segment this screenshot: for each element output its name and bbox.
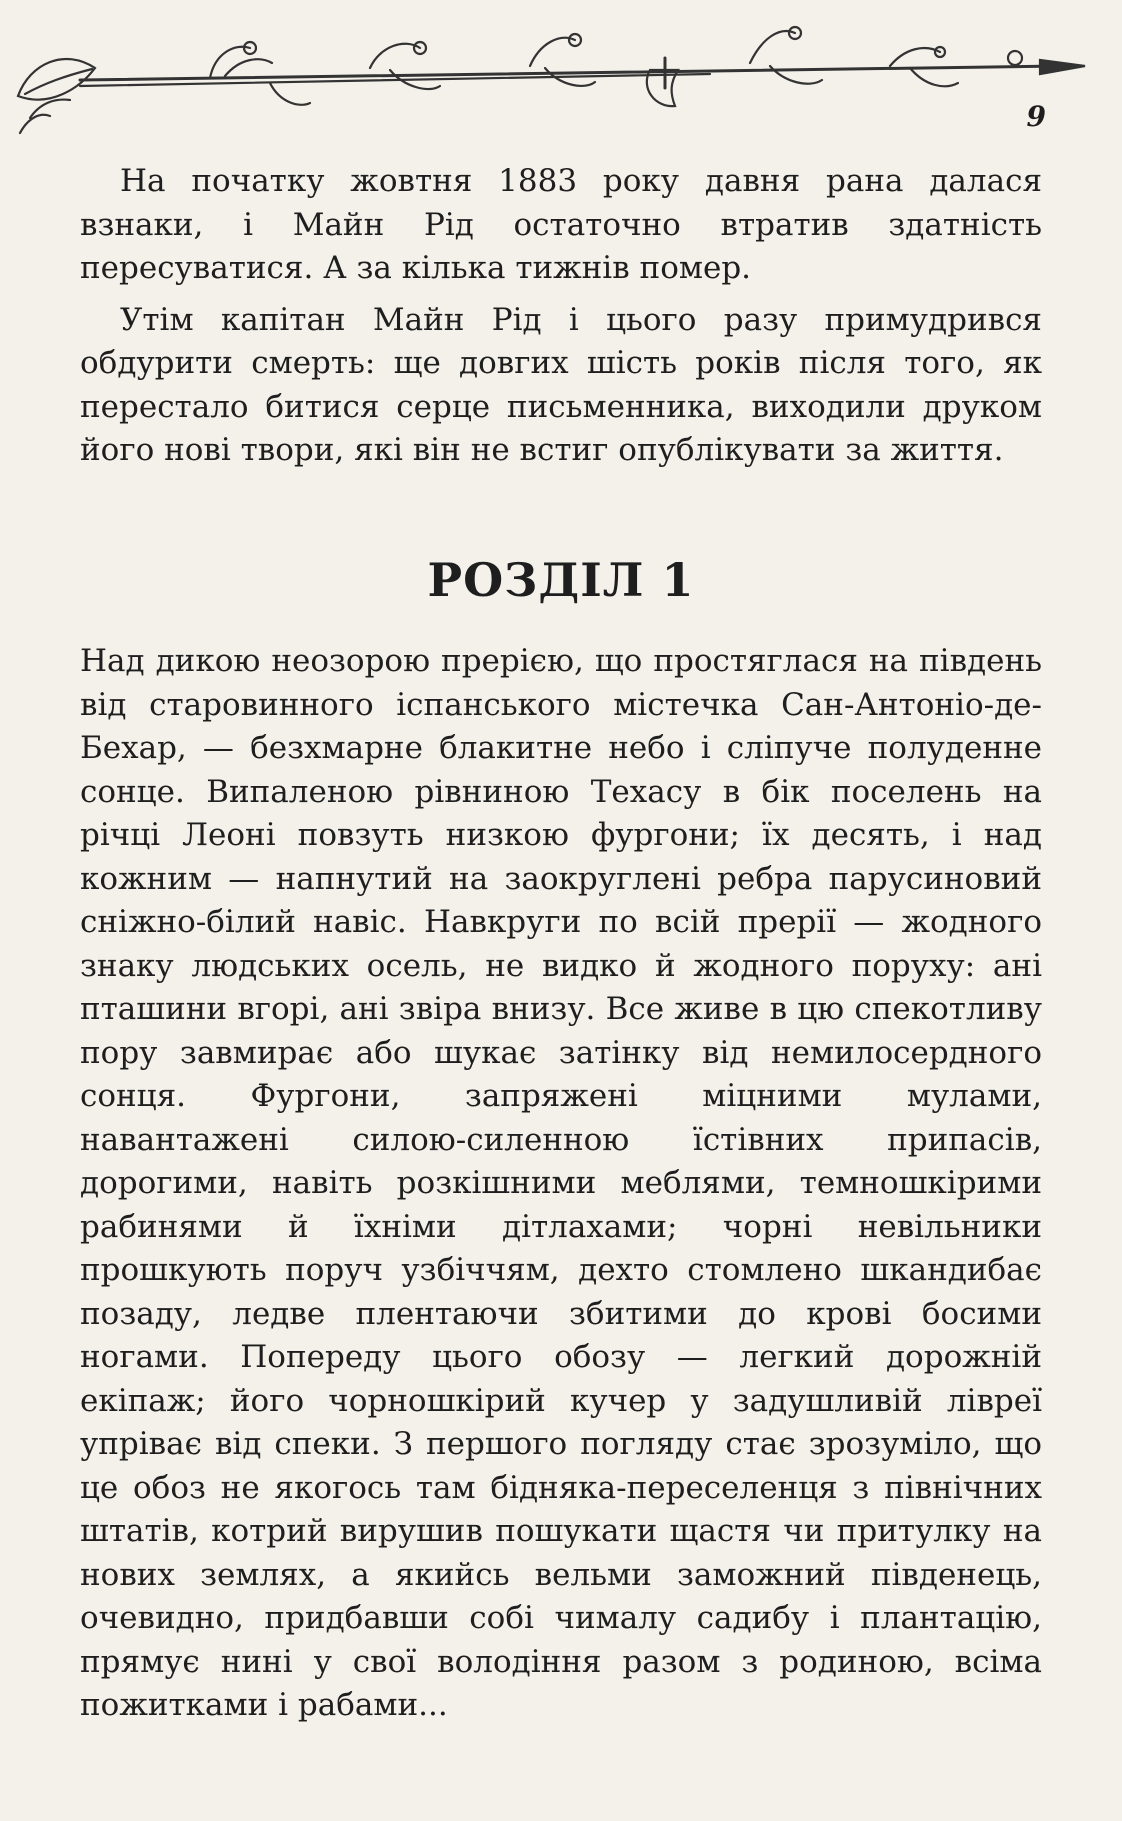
intro-paragraph: Утім капітан Майн Рід і цього разу примудрився обдурити смерть: ще довгих шість років після того, як перестало битися серце письменника, виходили друком його нові твори, які він не встиг опублікувати за життя. xyxy=(80,301,1042,468)
chapter-paragraph: Над дикою неозорою прерією, що простяглася на південь від старовинного іспанського містечка Сан-Антоніо-де-Бехар, — безхмарне блакитне небо і сліпуче полуденне сонце. Випаленою рівниною Техасу в бік поселень на річці Леоні повзуть низкою фургони; їх десять, і над кожним — напнутий на заокруглені ребра парусиновий сніжно-білий навіс. Навкруги по всій прерії — жодного знаку людських осель, не видко й жодного поруху: ані пташини вгорі, ані звіра внизу. Все живе в цю спекотливу пору завмирає або шукає затінку від немилосердного сонця. Фургони, запряжені міцними мулами, навантажені силою-силенною їстівних припасів, дорогими, навіть розкішними меблями, темношкірими рабинями й їхніми дітлахами; чорні невільники прошкують поруч узбіччям, дехто стомлено шкандибає позаду, ледве плентаючи збитими до крові босими ногами. Попереду цього обозу — легкий дорожній екіпаж; його чорношкірий кучер у задушливій лівреї упріває від спеки. З першого погляду стає зрозуміло, що це обоз не якогось там бідняка-переселенця з північних штатів, котрий вирушив пошукати щастя чи притулку на нових землях, а якийсь вельми заможний південець, очевидно, придбавши собі чималу садибу і плантацію, прямує нині у свої володіння разом з родиною, всіма пожитками і рабами... xyxy=(80,643,1042,1723)
weapons-and-flowers-ornament-icon xyxy=(18,27,1085,133)
intro-paragraph: На початку жовтня 1883 року давня рана далася взнаки, і Майн Рід остаточно втратив здатність пересуватися. А за кілька тижнів помер. xyxy=(80,163,1042,286)
page-number: 9 xyxy=(1026,100,1046,133)
header-ornament xyxy=(10,8,1090,158)
chapter-title: РОЗДІЛ 1 xyxy=(427,553,695,607)
chapter-body xyxy=(80,640,1042,1728)
intro-section xyxy=(80,160,1042,473)
